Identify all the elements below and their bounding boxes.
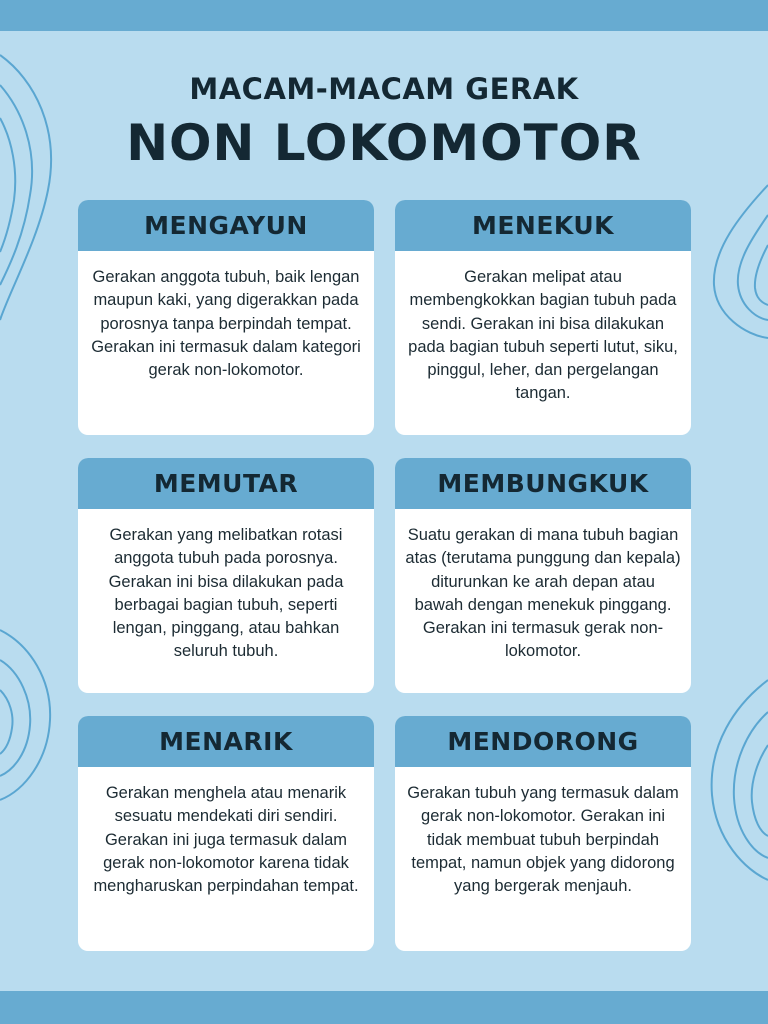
card-title: MENDORONG — [395, 716, 691, 767]
card-title: MENEKUK — [395, 200, 691, 251]
card-title: MENARIK — [78, 716, 374, 767]
card-memutar — [78, 458, 374, 693]
card-mengayun — [78, 200, 374, 435]
page-title: NON LOKOMOTOR — [126, 114, 642, 172]
card-description: Gerakan tubuh yang termasuk dalam gerak non-lokomotor. Gerakan ini tidak membuat tubuh berpindah tempat, namun objek yang didorong yang bergerak menjauh. — [407, 784, 679, 896]
card-description: Gerakan menghela atau menarik sesuatu mendekati diri sendiri. Gerakan ini juga termasuk dalam gerak non-lokomotor karena tidak mengharuskan perpindahan tempat. — [93, 784, 359, 896]
card-menarik — [78, 716, 374, 951]
subtitle: MACAM-MACAM GERAK — [189, 72, 579, 106]
card-title: MEMBUNGKUK — [395, 458, 691, 509]
card-description: Gerakan anggota tubuh, baik lengan maupun kaki, yang digerakkan pada porosnya tanpa berpindah tempat. Gerakan ini termasuk dalam kategori gerak non-lokomotor. — [91, 268, 361, 380]
card-mendorong — [395, 716, 691, 951]
card-description: Gerakan melipat atau membengkokkan bagian tubuh pada sendi. Gerakan ini bisa dilakukan pada bagian tubuh seperti lutut, siku, pinggul, leher, dan pergelangan tangan. — [408, 268, 678, 403]
card-menekuk — [395, 200, 691, 435]
card-title: MEMUTAR — [78, 458, 374, 509]
card-membungkuk — [395, 458, 691, 693]
card-title: MENGAYUN — [78, 200, 374, 251]
card-description: Suatu gerakan di mana tubuh bagian atas (terutama punggung dan kepala) diturunkan ke arah depan atau bawah dengan menekuk pinggang. Gerakan ini termasuk gerak non-lokomotor. — [405, 526, 681, 661]
card-description: Gerakan yang melibatkan rotasi anggota tubuh pada porosnya. Gerakan ini bisa dilakukan pada berbagai bagian tubuh, seperti lengan, pinggang, atau bahkan seluruh tubuh. — [108, 526, 344, 661]
